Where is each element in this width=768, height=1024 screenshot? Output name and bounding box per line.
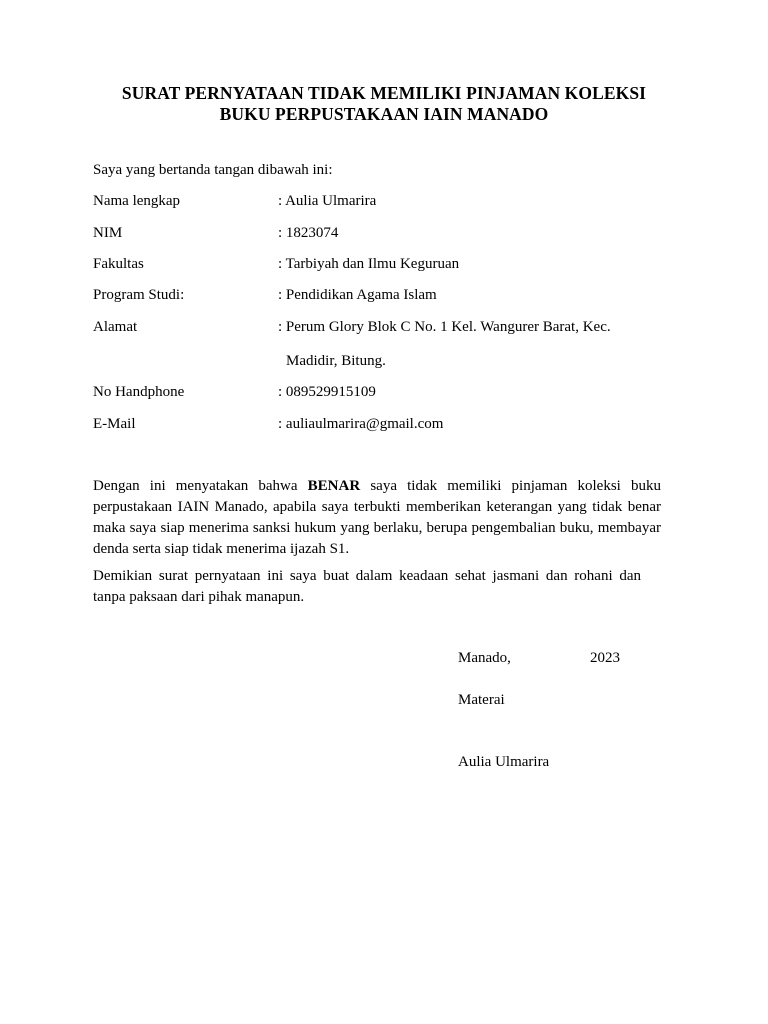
field-value: : Aulia Ulmarira [278, 193, 377, 209]
intro-text: Saya yang bertanda tangan dibawah ini: [93, 162, 333, 178]
statement-text-after: saya tidak memiliki pinjaman koleksi buku perpustakaan IAIN Manado, apabila saya terbukti memberikan keterangan yang tidak benar maka saya siap menerima sanksi hukum yang berlaku, berupa pengembalian buku, membayar denda serta siap tidak menerima ijazah S1. [93, 478, 661, 557]
field-label: E-Mail [93, 416, 136, 432]
title-line-1: SURAT PERNYATAAN TIDAK MEMILIKI PINJAMAN KOLEKSI [121, 83, 647, 103]
field-label: Alamat [93, 319, 138, 335]
field-label: Program Studi: [93, 287, 185, 303]
field-value: : 089529915109 [278, 384, 376, 400]
title-line-2: BUKU PERPUSTAKAAN IAIN MANADO [219, 104, 549, 124]
field-value: : auliaulmarira@gmail.com [278, 416, 444, 432]
field-label: Fakultas [93, 256, 144, 272]
stamp-label: Materai [458, 692, 505, 708]
statement-text-before: Dengan ini menyatakan bahwa [93, 478, 308, 494]
field-value-continuation: Madidir, Bitung. [286, 353, 386, 369]
field-value: : 1823074 [278, 225, 339, 241]
field-label: Nama lengkap [93, 193, 181, 209]
closing-paragraph: Demikian surat pernyataan ini saya buat dalam keadaan sehat jasmani dan rohani dan tanpa paksaan dari pihak manapun. [93, 568, 641, 605]
signatory-name: Aulia Ulmarira [458, 754, 550, 770]
field-label: NIM [93, 225, 123, 241]
field-value: : Pendidikan Agama Islam [278, 287, 437, 303]
signature-place: Manado, [458, 650, 511, 666]
signature-year: 2023 [590, 650, 620, 666]
field-value: : Tarbiyah dan Ilmu Keguruan [278, 256, 460, 272]
field-value: : Perum Glory Blok C No. 1 Kel. Wangurer Barat, Kec. [278, 319, 611, 335]
field-label: No Handphone [93, 384, 185, 400]
statement-emphasis: BENAR [307, 478, 361, 494]
document-title [60, 83, 708, 125]
statement-paragraph [93, 476, 661, 560]
